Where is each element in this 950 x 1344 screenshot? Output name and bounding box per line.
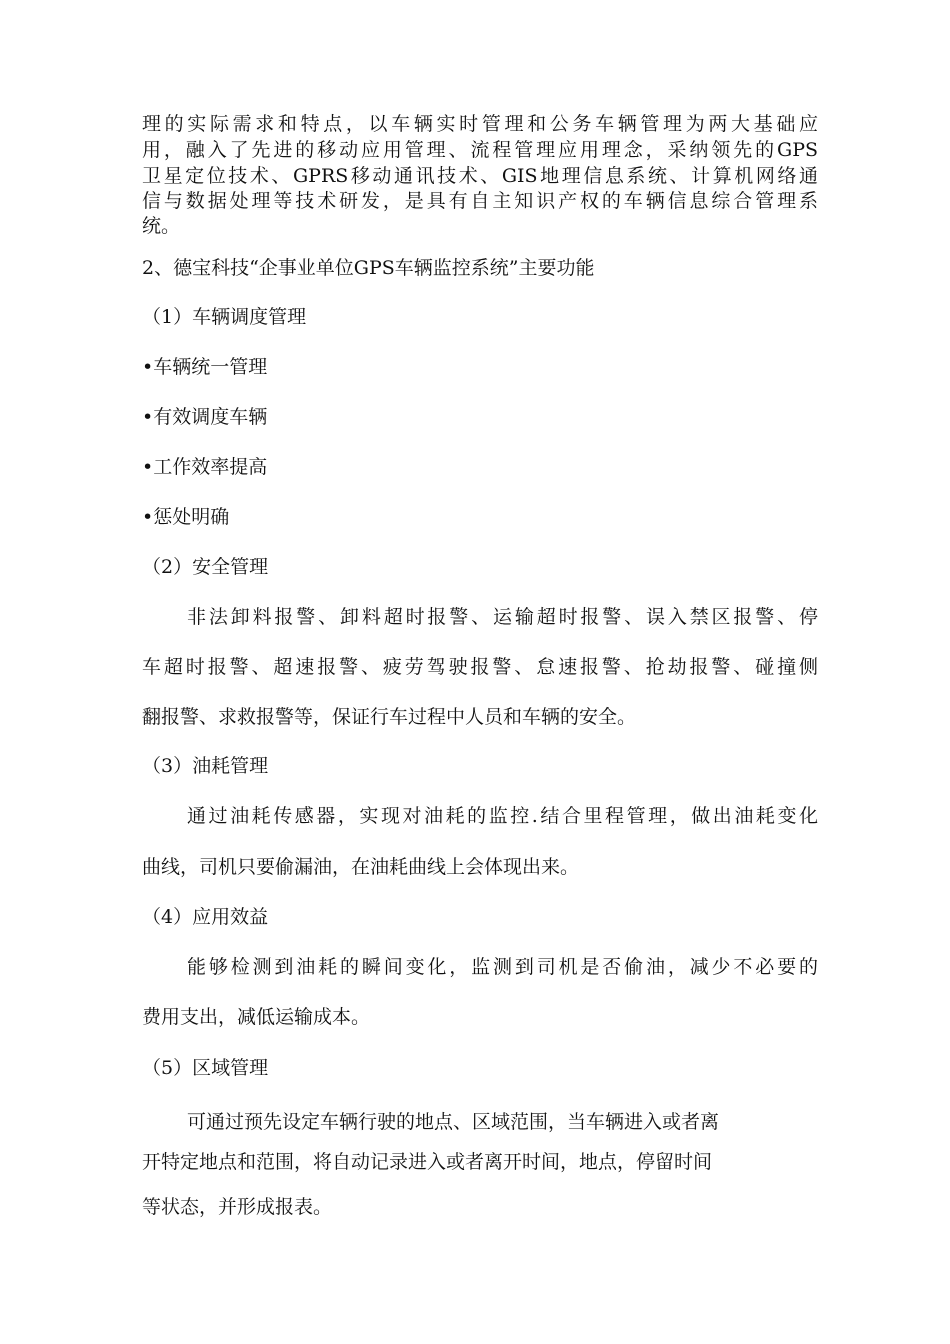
section-heading: 2、德宝科技“企事业单位GPS车辆监控系统”主要功能	[142, 257, 595, 279]
paragraph-line: 开特定地点和范围，将自动记录进入或者离开时间，地点，停留时间	[142, 1151, 713, 1173]
intro-line-1: 理的实际需求和特点，以车辆实时管理和公务车辆管理为两大基础应	[142, 113, 818, 135]
subsection-heading-2: （2）安全管理	[142, 556, 269, 578]
paragraph-line: 车超时报警、超速报警、疲劳驾驶报警、怠速报警、抢劫报警、碰撞侧	[142, 656, 818, 678]
bullet-item-2: •有效调度车辆	[142, 406, 268, 428]
paragraph-line: 等状态，并形成报表。	[142, 1196, 333, 1218]
intro-line-3: 卫星定位技术、GPRS移动通讯技术、GIS地理信息系统、计算机网络通	[142, 165, 818, 187]
subsection-heading-4: （4）应用效益	[142, 906, 269, 928]
intro-line-4: 信与数据处理等技术研发，是具有自主知识产权的车辆信息综合管理系	[142, 190, 818, 212]
subsection-heading-1: （1）车辆调度管理	[142, 306, 307, 328]
paragraph-line: 通过油耗传感器，实现对油耗的监控.结合里程管理，做出油耗变化	[187, 805, 818, 827]
paragraph-line: 非法卸料报警、卸料超时报警、运输超时报警、误入禁区报警、停	[187, 606, 818, 628]
bullet-item-3: •工作效率提高	[142, 456, 268, 478]
intro-line-2: 用，融入了先进的移动应用管理、流程管理应用理念，采纳领先的GPS	[142, 139, 818, 161]
bullet-item-1: •车辆统一管理	[142, 356, 268, 378]
paragraph-line: 曲线，司机只要偷漏油，在油耗曲线上会体现出来。	[142, 856, 580, 878]
paragraph-line: 可通过预先设定车辆行驶的地点、区域范围，当车辆进入或者离	[187, 1111, 720, 1133]
subsection-heading-3: （3）油耗管理	[142, 755, 269, 777]
paragraph-line: 翻报警、求救报警等，保证行车过程中人员和车辆的安全。	[142, 706, 637, 728]
paragraph-line: 能够检测到油耗的瞬间变化，监测到司机是否偷油，减少不必要的	[187, 956, 818, 978]
bullet-item-4: •惩处明确	[142, 506, 230, 528]
paragraph-line: 费用支出，减低运输成本。	[142, 1006, 371, 1028]
intro-line-5: 统。	[142, 215, 181, 237]
subsection-heading-5: （5）区域管理	[142, 1057, 269, 1079]
